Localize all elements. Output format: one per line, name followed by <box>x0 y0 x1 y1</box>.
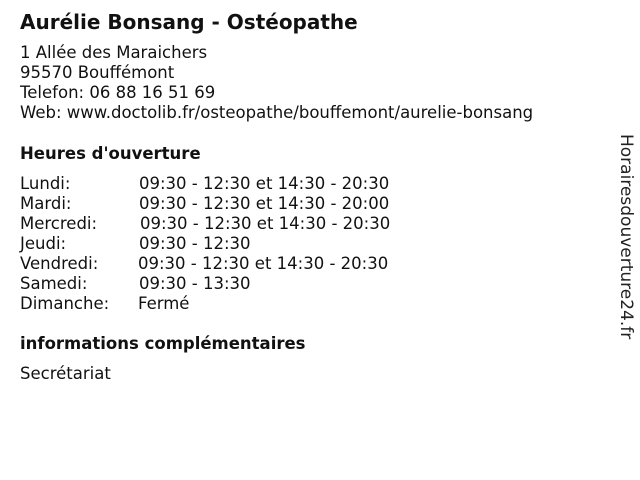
hours-heading: Heures d'ouverture <box>20 144 201 163</box>
day-label: Vendredi: <box>20 254 99 273</box>
page-title: Aurélie Bonsang - Ostéopathe <box>20 10 358 34</box>
site-watermark: Horairesdouverture24.fr <box>616 134 636 340</box>
hours-row-monday <box>20 174 440 194</box>
time-value: 09:30 - 12:30 et 14:30 - 20:30 <box>140 214 391 233</box>
address-city: 95570 Bouffémont <box>20 63 175 82</box>
hours-row-saturday <box>20 274 440 294</box>
day-label: Mercredi: <box>20 214 98 233</box>
time-value: 09:30 - 12:30 <box>139 234 251 253</box>
phone-number: Telefon: 06 88 16 51 69 <box>20 83 216 102</box>
day-label: Samedi: <box>20 274 88 293</box>
time-value: 09:30 - 12:30 et 14:30 - 20:30 <box>138 254 389 273</box>
hours-row-thursday <box>20 234 440 254</box>
address-block <box>20 43 533 123</box>
info-text: Secrétariat <box>20 364 111 383</box>
day-label: Lundi: <box>20 174 71 193</box>
day-label: Mardi: <box>20 194 72 213</box>
hours-row-sunday <box>20 294 440 314</box>
info-heading: informations complémentaires <box>20 334 306 353</box>
address-street: 1 Allée des Maraichers <box>20 43 208 62</box>
hours-row-tuesday <box>20 194 440 214</box>
day-label: Dimanche: <box>20 294 110 313</box>
time-value: 09:30 - 13:30 <box>139 274 251 293</box>
time-value: 09:30 - 12:30 et 14:30 - 20:00 <box>139 194 390 213</box>
time-value: Fermé <box>138 294 190 313</box>
time-value: 09:30 - 12:30 et 14:30 - 20:30 <box>139 174 390 193</box>
hours-row-wednesday <box>20 214 440 234</box>
day-label: Jeudi: <box>20 234 67 253</box>
hours-table <box>20 174 440 314</box>
hours-row-friday <box>20 254 440 274</box>
website: Web: www.doctolib.fr/osteopathe/bouffemont/aurelie-bonsang <box>20 103 534 122</box>
